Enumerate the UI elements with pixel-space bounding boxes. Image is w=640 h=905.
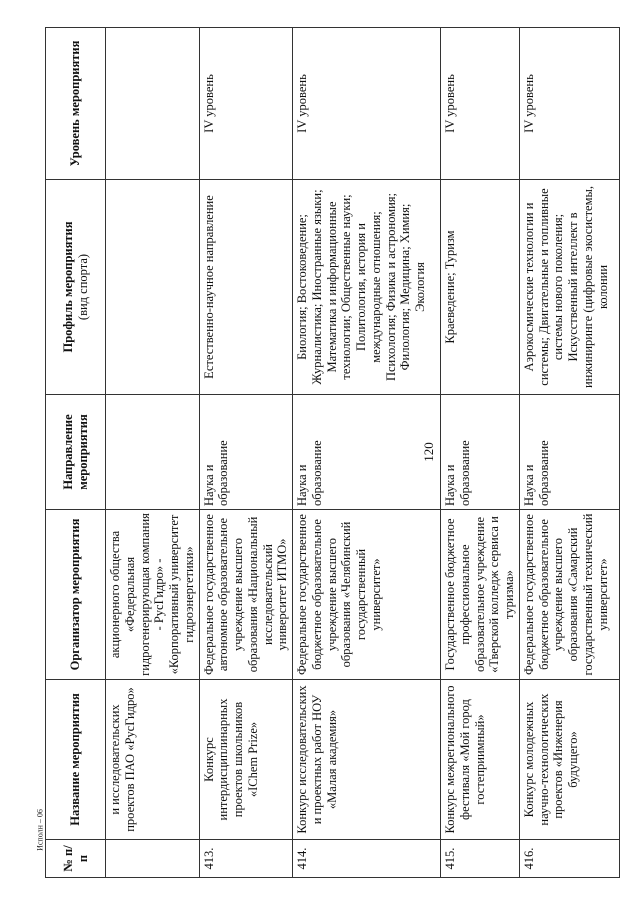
page-number: 120 <box>421 442 436 462</box>
row-direction: Наука и образование <box>519 395 619 510</box>
row-name: Конкурс молодежных научно-технологических проектов «Инженерия будущего» <box>519 680 619 840</box>
header-direction: Направление мероприятия <box>46 395 106 510</box>
row-organizer: Федеральное государственное автономное образовательное учреждение высшего образования «Национальный исследовательский университет ИТМО» <box>199 510 293 680</box>
events-table <box>45 27 620 878</box>
row-profile: Биология; Востоковедение; Журналистика; Иностранные языки; Математика и информационные технологии; Общественные науки; Политология, история и международные отношения; Психология; Физика и астрономия; Филология; Медицина; Химия; Экология <box>293 180 441 395</box>
row-organizer: Государственное бюджетное профессиональное образовательное учреждение «Тверской колледж сервиса и туризма» <box>441 510 520 680</box>
row-num <box>106 840 200 878</box>
header-num: № п/п <box>46 840 106 878</box>
rotated-table-wrapper <box>45 28 610 878</box>
footer-mark: Исполн – 06 <box>35 809 45 851</box>
row-direction: Наука и образование <box>441 395 520 510</box>
table-row <box>199 28 293 878</box>
row-name: и исследовательских проектов ПАО «РусГидро» <box>106 680 200 840</box>
table-row <box>519 28 619 878</box>
row-level: IV уровень <box>441 28 520 180</box>
row-organizer: Федеральное государственное бюджетное образовательное учреждение высшего образования «Челябинский государственный университет» <box>293 510 441 680</box>
row-num: 414. <box>293 840 441 878</box>
row-profile: Естественно-научное направление <box>199 180 293 395</box>
header-profile-sub: (вид спорта) <box>75 253 90 321</box>
row-level: IV уровень <box>199 28 293 180</box>
table-row <box>441 28 520 878</box>
row-profile <box>106 180 200 395</box>
row-num: 413. <box>199 840 293 878</box>
row-direction <box>106 395 200 510</box>
row-name: Конкурс межрегионального фестиваля «Мой город гостеприимный» <box>441 680 520 840</box>
row-direction: Наука и образование <box>293 395 441 510</box>
header-profile-title: Профиль мероприятия <box>60 221 75 353</box>
row-level: IV уровень <box>293 28 441 180</box>
row-num: 415. <box>441 840 520 878</box>
row-name: Конкурс интердисциплинарных проектов школьников «IChem Prize» <box>199 680 293 840</box>
header-profile <box>46 180 106 395</box>
header-level: Уровень мероприятия <box>46 28 106 180</box>
header-name: Название мероприятия <box>46 680 106 840</box>
row-level: IV уровень <box>519 28 619 180</box>
row-direction: Наука и образование <box>199 395 293 510</box>
table-header-row <box>46 28 106 878</box>
header-organizer: Организатор мероприятия <box>46 510 106 680</box>
row-profile: Краеведение; Туризм <box>441 180 520 395</box>
row-level <box>106 28 200 180</box>
table-row <box>106 28 200 878</box>
row-num: 416. <box>519 840 619 878</box>
row-profile: Аэрокосмические технологии и системы; Двигательные и топливные системы нового поколения; Искусственный интеллект в инжиниринге (цифровые экосистемы, колонии <box>519 180 619 395</box>
row-organizer: Федеральное государственное бюджетное образовательное учреждение высшего образования «Самарский государственный технический университет» <box>519 510 619 680</box>
row-organizer: акционерного общества «Федеральная гидрогенерирующая компания - РусГидро» - «Корпоративный университет гидроэнергетики» <box>106 510 200 680</box>
row-name: Конкурс исследовательских и проектных работ НОУ «Малая академия» <box>293 680 441 840</box>
table-row <box>293 28 441 878</box>
table-area <box>45 28 640 872</box>
